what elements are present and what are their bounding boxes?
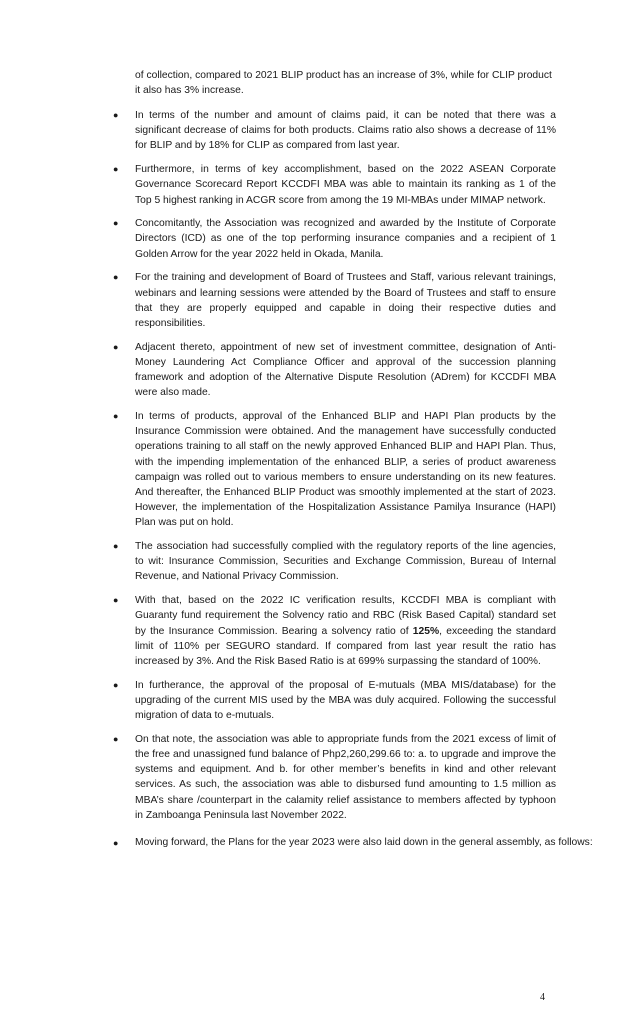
list-item-text: Furthermore, in terms of key accomplishment, based on the 2022 ASEAN Corporate Governance Scorecard Report KCCDFI MBA was able to maintain its ranking as 1 of the Top 5 highest ranking in ACGR score from among the 19 MI-MBAs under MIMAP network.: [135, 164, 556, 206]
list-item: [110, 409, 556, 531]
list-item-solvency: [110, 593, 556, 669]
bullet-icon: ●: [113, 164, 119, 175]
accomplishments-list: [110, 108, 593, 854]
list-item-text: In terms of the number and amount of claims paid, it can be noted that there was a significant decrease of claims for both products. Claims ratio also shows a decrease of 11% for BLIP and by 18% for CLIP as compared from last year.: [135, 110, 556, 152]
list-item-text: In terms of products, approval of the Enhanced BLIP and HAPI Plan products by the Insurance Commission were obtained. And the management have successfully conducted operations training to all staff on the newly approved Enhanced BLIP and HAPI Plan. Thus, with the impending implementation of the enhanced BLIP, a series of product awareness campaign was rolled out to various members to ensure understanding on its new features. And thereafter, the Enhanced BLIP Product was smoothly implemented at the start of 2023. However, the implementation of the Hospitalization Assistance Pamilya Insurance (HAPI) Plan was put on hold.: [135, 410, 556, 529]
list-item: [110, 108, 556, 154]
list-item-emutuals: [110, 678, 556, 724]
list-item-funds: [110, 732, 556, 823]
list-item-text: For the training and development of Board of Trustees and Staff, various relevant trainings, webinars and learning sessions were attended by the Board of Trustees and staff to ensure that they are properly equipped and capable in doing their respective duties and responsibilities.: [135, 272, 556, 329]
bullet-icon: ●: [113, 410, 119, 421]
list-item-text: [135, 593, 556, 669]
bullet-icon: ●: [113, 837, 119, 848]
list-item-text: Concomitantly, the Association was recognized and awarded by the Institute of Corporate Directors (ICD) as one of the top performing insurance companies and a recipient of 1 Golden Arrow for the year 2022 held in Okada, Manila.: [135, 218, 556, 260]
bullet-icon: ●: [113, 218, 119, 229]
solvency-ratio-value: 125%: [412, 625, 440, 637]
list-item: [110, 216, 556, 262]
solvency-text-start: With that, based on the 2022 IC verification results, KCCDFI MBA is compliant with Guaranty fund requirement the Solvency ratio and RBC (Risk Based Capital) standard set by the Insurance Commission. Bearing a solvency ratio of: [135, 595, 556, 637]
bullet-icon: ●: [113, 110, 119, 120]
page-number: 4: [540, 992, 545, 1003]
list-item-plans: [110, 832, 603, 854]
bullet-icon: ●: [113, 541, 119, 552]
bullet-icon: ●: [113, 272, 119, 283]
list-item: [110, 270, 556, 331]
bullet-icon: ●: [113, 733, 119, 744]
solvency-text-end: , exceeding the standard limit of 110% per SEGURO standard. If compared from last year result the ratio has increased by 3%. And the Risk Based Ratio is at 699% surpassing the standard of 100%.: [135, 625, 556, 667]
bullet-icon: ●: [113, 679, 119, 690]
bullet-icon: ●: [113, 595, 119, 606]
continuation-paragraph: of collection, compared to 2021 BLIP product has an increase of 3%, while for CLIP product it also has 3% increase.: [135, 70, 552, 97]
list-item-text: The association had successfully complied with the regulatory reports of the line agencies, to wit: Insurance Commission, Securities and Exchange Commission, Bureau of Internal Revenue, and National Privacy Commission.: [135, 541, 556, 583]
list-item: [110, 539, 556, 585]
list-item-text: Adjacent thereto, appointment of new set of investment committee, designation of Anti-Money Laundering Act Compliance Officer and approval of the succession planning framework and adoption of the Alternative Dispute Resolution (ADrem) for KCCDFI MBA were also made.: [135, 341, 556, 399]
bullet-icon: ●: [113, 341, 119, 352]
list-item-text: In furtherance, the approval of the proposal of E-mutuals (MBA MIS/database) for the upgrading of the current MIS used by the MBA was duly acquired. Following the successful migration of data to e-mutuals.: [135, 679, 556, 722]
list-item: [110, 162, 556, 208]
list-item-text: Moving forward, the Plans for the year 2023 were also laid down in the general assembly, as follows:: [135, 836, 593, 848]
list-item-text: On that note, the association was able to appropriate funds from the 2021 excess of limit of the free and unassigned fund balance of Php2,260,299.66 to: a. to upgrade and improve the systems and equipment. And b. for other member’s benefits in kind and other relevant services. As such, the association was able to disbursed fund amounting to 1.5 million as MBA’s share /counterpart in the calamity relief assistance to members affected by typhoon in Zamboanga Peninsula last November 2022.: [135, 733, 556, 821]
list-item: [110, 340, 556, 401]
